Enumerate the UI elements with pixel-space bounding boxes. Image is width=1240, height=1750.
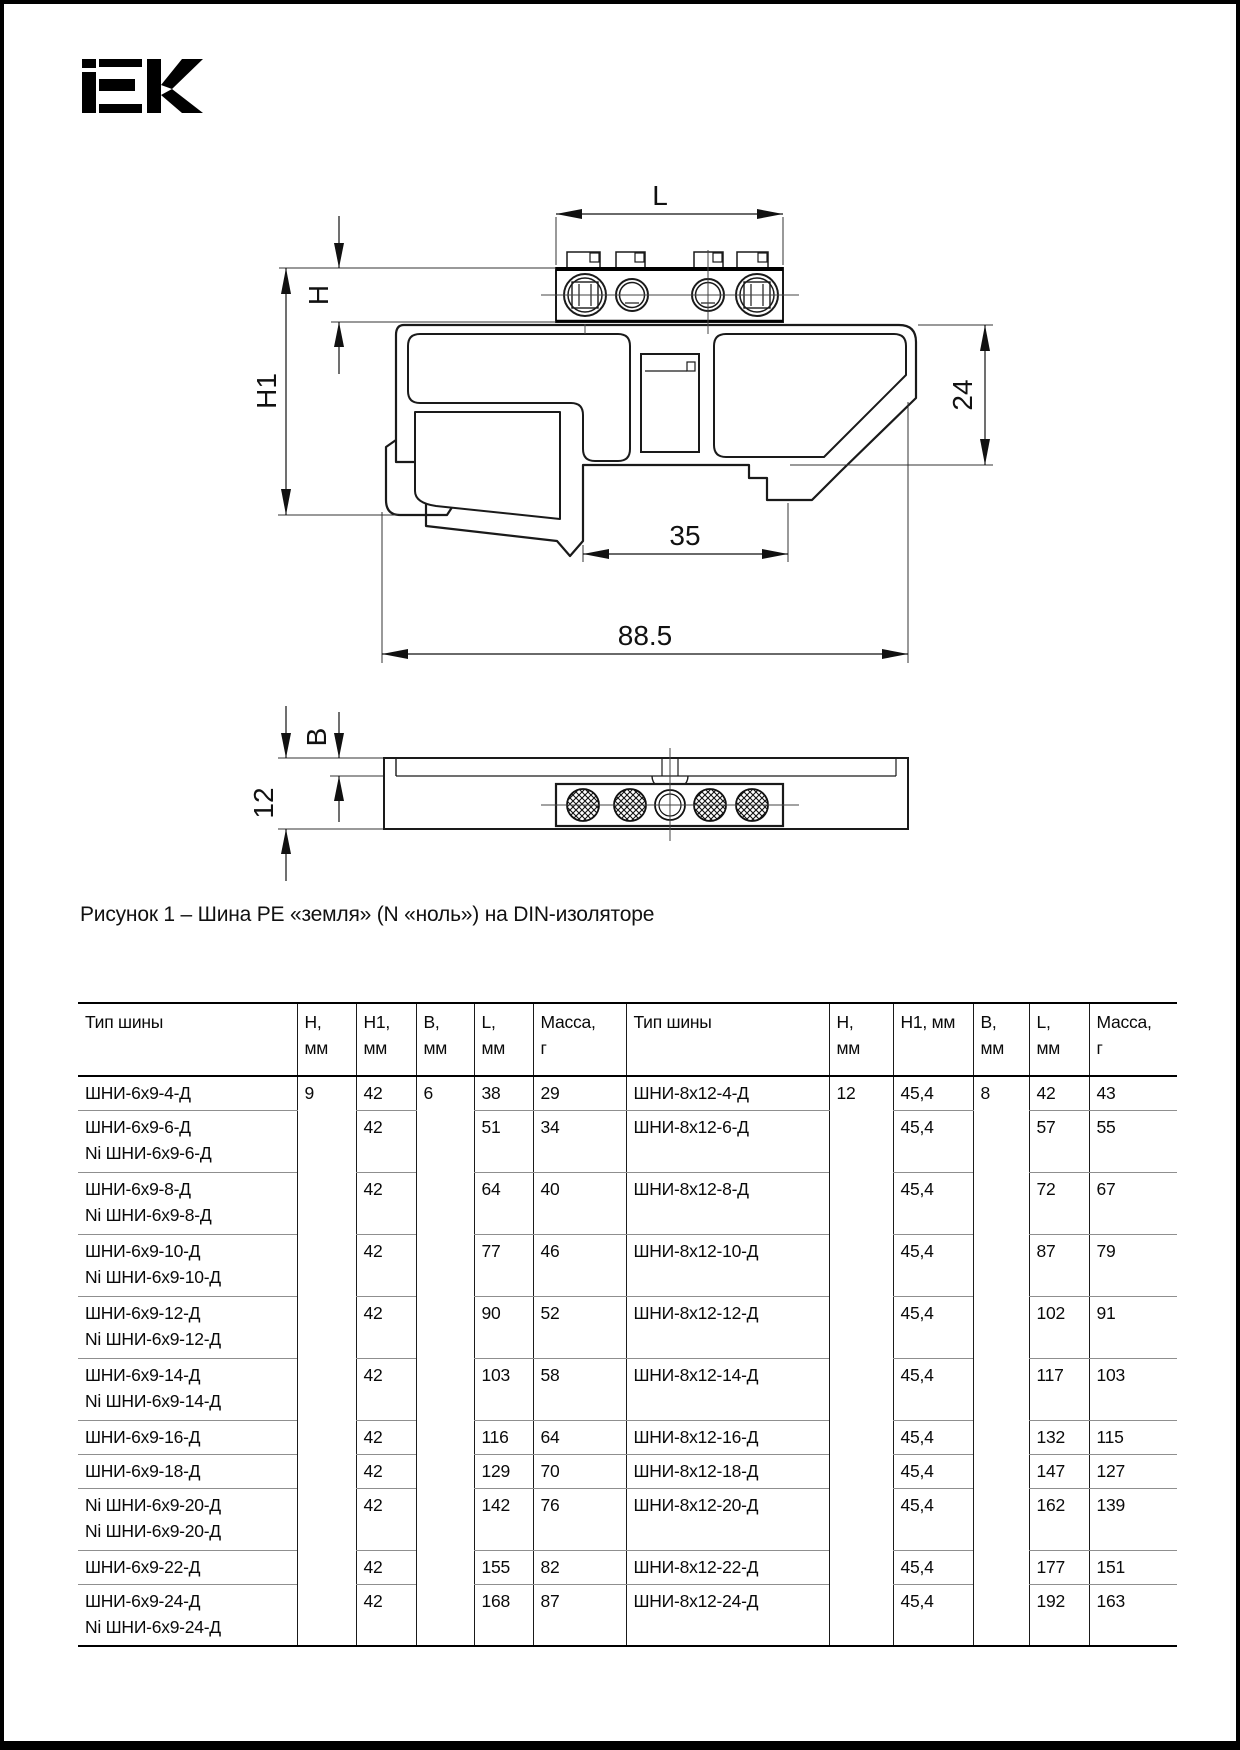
cell-l-left: 168 bbox=[474, 1584, 533, 1646]
cell-l-right: 57 bbox=[1029, 1110, 1089, 1172]
cell-h1-left: 42 bbox=[356, 1488, 416, 1550]
cell-l-left: 90 bbox=[474, 1296, 533, 1358]
cell-h1-left: 42 bbox=[356, 1420, 416, 1454]
cell-h1-left: 42 bbox=[356, 1296, 416, 1358]
cell-mass-right: 79 bbox=[1089, 1234, 1177, 1296]
cell-h1-right: 45,4 bbox=[893, 1234, 973, 1296]
cell-h-left: 9 bbox=[297, 1076, 356, 1646]
cell-h1-left: 42 bbox=[356, 1234, 416, 1296]
dim-label-885: 88.5 bbox=[617, 620, 673, 651]
column-header: H1, мм bbox=[893, 1003, 973, 1076]
cell-mass-left: 82 bbox=[533, 1550, 626, 1584]
cell-mass-left: 34 bbox=[533, 1110, 626, 1172]
cell-mass-left: 87 bbox=[533, 1584, 626, 1646]
cell-type-right: ШНИ-8х12-20-Д bbox=[626, 1488, 829, 1550]
dim-label-h1: H1 bbox=[251, 373, 282, 409]
cell-type-left: ШНИ-6х9-8-Д Ni ШНИ-6х9-8-Д bbox=[78, 1172, 297, 1234]
cell-h1-right: 45,4 bbox=[893, 1296, 973, 1358]
figure-caption: Рисунок 1 – Шина PE «земля» (N «ноль») на DIN-изоляторе bbox=[80, 903, 655, 926]
cell-l-left: 103 bbox=[474, 1358, 533, 1420]
spec-table-head-row bbox=[78, 1003, 1177, 1076]
cell-type-left: Ni ШНИ-6х9-20-Д Ni ШНИ-6х9-20-Д bbox=[78, 1488, 297, 1550]
cell-type-left: ШНИ-6х9-10-Д Ni ШНИ-6х9-10-Д bbox=[78, 1234, 297, 1296]
cell-l-right: 102 bbox=[1029, 1296, 1089, 1358]
dim-label-h: H bbox=[303, 284, 334, 306]
cell-type-left: ШНИ-6х9-24-Д Ni ШНИ-6х9-24-Д bbox=[78, 1584, 297, 1646]
dim-label-12: 12 bbox=[248, 787, 279, 819]
column-header: B, мм bbox=[973, 1003, 1029, 1076]
column-header: H, мм bbox=[297, 1003, 356, 1076]
column-header: H, мм bbox=[829, 1003, 893, 1076]
cell-type-right: ШНИ-8х12-24-Д bbox=[626, 1584, 829, 1646]
cell-l-right: 87 bbox=[1029, 1234, 1089, 1296]
cell-mass-right: 55 bbox=[1089, 1110, 1177, 1172]
cell-h1-right: 45,4 bbox=[893, 1488, 973, 1550]
dim-label-35: 35 bbox=[669, 520, 701, 551]
cell-type-left: ШНИ-6х9-18-Д bbox=[78, 1454, 297, 1488]
cell-h1-left: 42 bbox=[356, 1172, 416, 1234]
cell-mass-right: 67 bbox=[1089, 1172, 1177, 1234]
cell-l-left: 64 bbox=[474, 1172, 533, 1234]
dim-label-24: 24 bbox=[947, 379, 978, 411]
column-header: H1, мм bbox=[356, 1003, 416, 1076]
cell-h1-right: 45,4 bbox=[893, 1454, 973, 1488]
cell-type-left: ШНИ-6х9-16-Д bbox=[78, 1420, 297, 1454]
cell-mass-right: 91 bbox=[1089, 1296, 1177, 1358]
column-header: Масса, г bbox=[1089, 1003, 1177, 1076]
cell-l-right: 132 bbox=[1029, 1420, 1089, 1454]
cell-l-right: 177 bbox=[1029, 1550, 1089, 1584]
clip-window bbox=[641, 354, 699, 452]
cell-mass-right: 127 bbox=[1089, 1454, 1177, 1488]
cell-mass-right: 43 bbox=[1089, 1076, 1177, 1110]
cell-l-left: 51 bbox=[474, 1110, 533, 1172]
cell-l-right: 147 bbox=[1029, 1454, 1089, 1488]
cell-h-right: 12 bbox=[829, 1076, 893, 1646]
cell-mass-left: 70 bbox=[533, 1454, 626, 1488]
cell-type-right: ШНИ-8х12-22-Д bbox=[626, 1550, 829, 1584]
cell-mass-left: 29 bbox=[533, 1076, 626, 1110]
cell-l-right: 72 bbox=[1029, 1172, 1089, 1234]
dim-label-l: L bbox=[652, 180, 668, 211]
cell-type-right: ШНИ-8х12-6-Д bbox=[626, 1110, 829, 1172]
spec-table bbox=[78, 1002, 1177, 1647]
cell-h1-right: 45,4 bbox=[893, 1420, 973, 1454]
cutout-right bbox=[714, 334, 906, 457]
column-header: L, мм bbox=[474, 1003, 533, 1076]
column-header: Тип шины bbox=[626, 1003, 829, 1076]
column-header: B, мм bbox=[416, 1003, 474, 1076]
cell-b-right: 8 bbox=[973, 1076, 1029, 1646]
terminal-tabs bbox=[567, 252, 768, 268]
spec-table-body bbox=[78, 1076, 1177, 1646]
table-row bbox=[78, 1076, 1177, 1110]
cell-type-left: ШНИ-6х9-22-Д bbox=[78, 1550, 297, 1584]
cell-type-left: ШНИ-6х9-12-Д Ni ШНИ-6х9-12-Д bbox=[78, 1296, 297, 1358]
page-footer-bar bbox=[0, 1741, 1240, 1750]
cell-mass-left: 64 bbox=[533, 1420, 626, 1454]
cell-type-right: ШНИ-8х12-8-Д bbox=[626, 1172, 829, 1234]
cell-h1-left: 42 bbox=[356, 1454, 416, 1488]
cell-l-right: 42 bbox=[1029, 1076, 1089, 1110]
cell-h1-right: 45,4 bbox=[893, 1110, 973, 1172]
cell-h1-left: 42 bbox=[356, 1358, 416, 1420]
cell-l-left: 142 bbox=[474, 1488, 533, 1550]
cell-type-right: ШНИ-8х12-18-Д bbox=[626, 1454, 829, 1488]
cell-h1-left: 42 bbox=[356, 1110, 416, 1172]
cell-l-left: 38 bbox=[474, 1076, 533, 1110]
cell-type-right: ШНИ-8х12-4-Д bbox=[626, 1076, 829, 1110]
cell-mass-right: 139 bbox=[1089, 1488, 1177, 1550]
cell-l-left: 77 bbox=[474, 1234, 533, 1296]
cell-mass-right: 163 bbox=[1089, 1584, 1177, 1646]
cell-mass-left: 76 bbox=[533, 1488, 626, 1550]
cell-l-left: 129 bbox=[474, 1454, 533, 1488]
column-header: Масса, г bbox=[533, 1003, 626, 1076]
cell-type-right: ШНИ-8х12-16-Д bbox=[626, 1420, 829, 1454]
cell-h1-right: 45,4 bbox=[893, 1076, 973, 1110]
cell-h1-left: 42 bbox=[356, 1076, 416, 1110]
cell-l-left: 116 bbox=[474, 1420, 533, 1454]
cell-l-right: 162 bbox=[1029, 1488, 1089, 1550]
cell-l-right: 117 bbox=[1029, 1358, 1089, 1420]
cell-mass-right: 151 bbox=[1089, 1550, 1177, 1584]
cell-l-left: 155 bbox=[474, 1550, 533, 1584]
cell-h1-right: 45,4 bbox=[893, 1172, 973, 1234]
cutout-lower-left bbox=[415, 412, 560, 519]
cell-h1-right: 45,4 bbox=[893, 1550, 973, 1584]
cell-type-left: ШНИ-6х9-6-Д Ni ШНИ-6х9-6-Д bbox=[78, 1110, 297, 1172]
cell-type-left: ШНИ-6х9-14-Д Ni ШНИ-6х9-14-Д bbox=[78, 1358, 297, 1420]
cell-mass-left: 58 bbox=[533, 1358, 626, 1420]
cell-mass-left: 46 bbox=[533, 1234, 626, 1296]
cell-type-left: ШНИ-6х9-4-Д bbox=[78, 1076, 297, 1110]
spec-table-container bbox=[78, 1002, 1177, 1647]
cell-type-right: ШНИ-8х12-12-Д bbox=[626, 1296, 829, 1358]
cell-type-right: ШНИ-8х12-14-Д bbox=[626, 1358, 829, 1420]
cell-l-right: 192 bbox=[1029, 1584, 1089, 1646]
cell-mass-left: 52 bbox=[533, 1296, 626, 1358]
cell-h1-left: 42 bbox=[356, 1550, 416, 1584]
cell-mass-left: 40 bbox=[533, 1172, 626, 1234]
cell-h1-right: 45,4 bbox=[893, 1584, 973, 1646]
cell-mass-right: 115 bbox=[1089, 1420, 1177, 1454]
column-header: L, мм bbox=[1029, 1003, 1089, 1076]
column-header: Тип шины bbox=[78, 1003, 297, 1076]
cell-h1-left: 42 bbox=[356, 1584, 416, 1646]
cell-b-left: 6 bbox=[416, 1076, 474, 1646]
cell-mass-right: 103 bbox=[1089, 1358, 1177, 1420]
cell-h1-right: 45,4 bbox=[893, 1358, 973, 1420]
dim-label-b: B bbox=[301, 727, 332, 747]
cell-type-right: ШНИ-8х12-10-Д bbox=[626, 1234, 829, 1296]
